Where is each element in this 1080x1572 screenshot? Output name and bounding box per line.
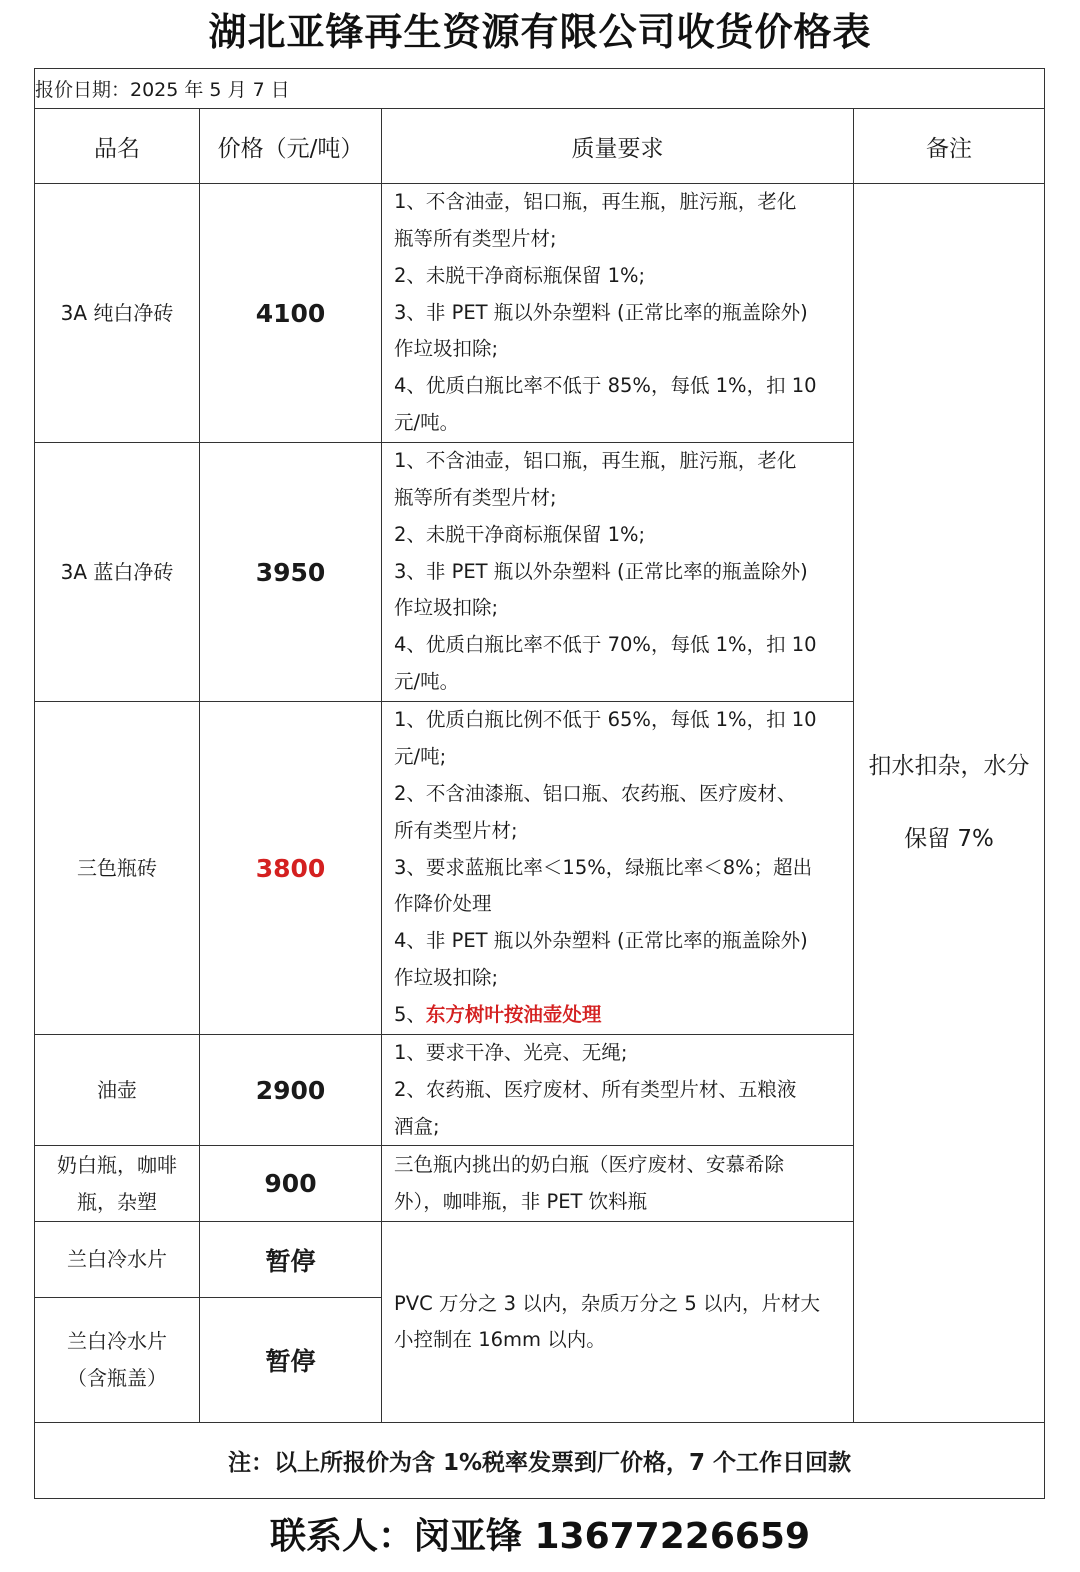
table-row	[35, 184, 1045, 443]
price-note: 注：以上所报价为含 1%税率发票到厂价格，7 个工作日回款	[35, 1423, 1045, 1499]
quote-date: 报价日期：2025 年 5 月 7 日	[35, 69, 1045, 109]
quality-line: 瓶等所有类型片材;	[394, 227, 557, 250]
quality-line: 3、非 PET 瓶以外杂塑料 (正常比率的瓶盖除外)	[394, 559, 808, 583]
quote-date-row	[35, 69, 1045, 109]
note-row	[35, 1423, 1045, 1499]
quality-requirements	[382, 443, 854, 702]
remark-cell	[854, 184, 1045, 1423]
remark-line: 扣水扣杂，水分	[868, 753, 1030, 780]
quality-line: 作垃圾扣除;	[394, 596, 499, 620]
quality-line: 三色瓶内挑出的奶白瓶（医疗废材、安慕希除	[394, 1153, 785, 1177]
quality-line: 所有类型片材;	[394, 818, 518, 842]
item-price: 2900	[200, 1035, 382, 1146]
quality-line: 作垃圾扣除;	[394, 337, 499, 361]
quality-requirements	[382, 702, 854, 1035]
item-name: 3A 纯白净砖	[35, 184, 200, 443]
quality-line: 元/吨;	[394, 745, 447, 769]
quality-line: 外），咖啡瓶，非 PET 饮料瓶	[394, 1189, 648, 1213]
quality-line-highlight	[394, 997, 841, 1034]
item-name: 油壶	[35, 1035, 200, 1146]
item-name-line: 瓶，杂塑	[77, 1189, 157, 1214]
quality-line: 2、未脱干净商标瓶保留 1%;	[394, 522, 646, 546]
quality-line: 3、非 PET 瓶以外杂塑料 (正常比率的瓶盖除外)	[394, 300, 808, 324]
quality-line: 1、不含油壶，铝口瓶，再生瓶，脏污瓶，老化	[394, 190, 797, 214]
quality-line: 1、要求干净、光亮、无绳;	[394, 1041, 628, 1064]
quality-requirements	[382, 1222, 854, 1423]
quality-line: 酒盒;	[394, 1114, 440, 1138]
quality-line: 小控制在 16mm 以内。	[394, 1328, 606, 1352]
quality-line: 元/吨。	[394, 669, 460, 693]
header-remark: 备注	[854, 109, 1045, 184]
quality-line: 4、优质白瓶比率不低于 70%，每低 1%，扣 10	[394, 633, 817, 657]
quality-line: 2、未脱干净商标瓶保留 1%;	[394, 263, 646, 287]
item-price: 4100	[200, 184, 382, 443]
header-name: 品名	[35, 109, 200, 184]
remark-line: 保留 7%	[904, 826, 994, 853]
quality-line: 作垃圾扣除;	[394, 965, 499, 989]
quality-line: 4、非 PET 瓶以外杂塑料 (正常比率的瓶盖除外)	[394, 929, 808, 953]
item-price: 暂停	[200, 1298, 382, 1423]
quality-line: 1、优质白瓶比例不低于 65%，每低 1%，扣 10	[394, 708, 817, 732]
price-table	[34, 68, 1045, 1499]
item-name	[35, 1298, 200, 1423]
item-price: 3800	[200, 702, 382, 1035]
quality-line: 3、要求蓝瓶比率＜15%，绿瓶比率＜8%；超出	[394, 855, 813, 879]
header-price: 价格（元/吨）	[200, 109, 382, 184]
quality-line-prefix: 5、	[394, 1002, 426, 1026]
contact-info: 联系人：闵亚锋 13677226659	[269, 1516, 811, 1557]
item-name-line: （含瓶盖）	[67, 1366, 167, 1391]
item-price: 3950	[200, 443, 382, 702]
item-name	[35, 1146, 200, 1222]
quality-requirements	[382, 184, 854, 443]
item-name: 3A 蓝白净砖	[35, 443, 200, 702]
quality-line: 作降价处理	[394, 892, 492, 916]
quality-requirements	[382, 1035, 854, 1146]
quality-line: 2、不含油漆瓶、铝口瓶、农药瓶、医疗废材、	[394, 782, 797, 805]
quality-line: 瓶等所有类型片材;	[394, 486, 557, 509]
quality-line: 1、不含油壶，铝口瓶，再生瓶，脏污瓶，老化	[394, 449, 797, 473]
table-header	[35, 109, 1045, 184]
item-name: 三色瓶砖	[35, 702, 200, 1035]
header-quality: 质量要求	[382, 109, 854, 184]
item-name: 兰白冷水片	[35, 1222, 200, 1298]
quality-line: PVC 万分之 3 以内，杂质万分之 5 以内，片材大	[394, 1291, 821, 1315]
item-price: 900	[200, 1146, 382, 1222]
highlight-text: 东方树叶按油壶处理	[425, 1002, 602, 1026]
item-name-line: 奶白瓶，咖啡	[57, 1152, 177, 1177]
quality-line: 4、优质白瓶比率不低于 85%，每低 1%，扣 10	[394, 374, 817, 398]
quality-line: 2、农药瓶、医疗废材、所有类型片材、五粮液	[394, 1077, 797, 1101]
item-name-line: 兰白冷水片	[67, 1329, 167, 1354]
quality-requirements	[382, 1146, 854, 1222]
page-title: 湖北亚锋再生资源有限公司收货价格表	[208, 10, 872, 54]
item-price: 暂停	[200, 1222, 382, 1298]
quality-line: 元/吨。	[394, 410, 460, 434]
